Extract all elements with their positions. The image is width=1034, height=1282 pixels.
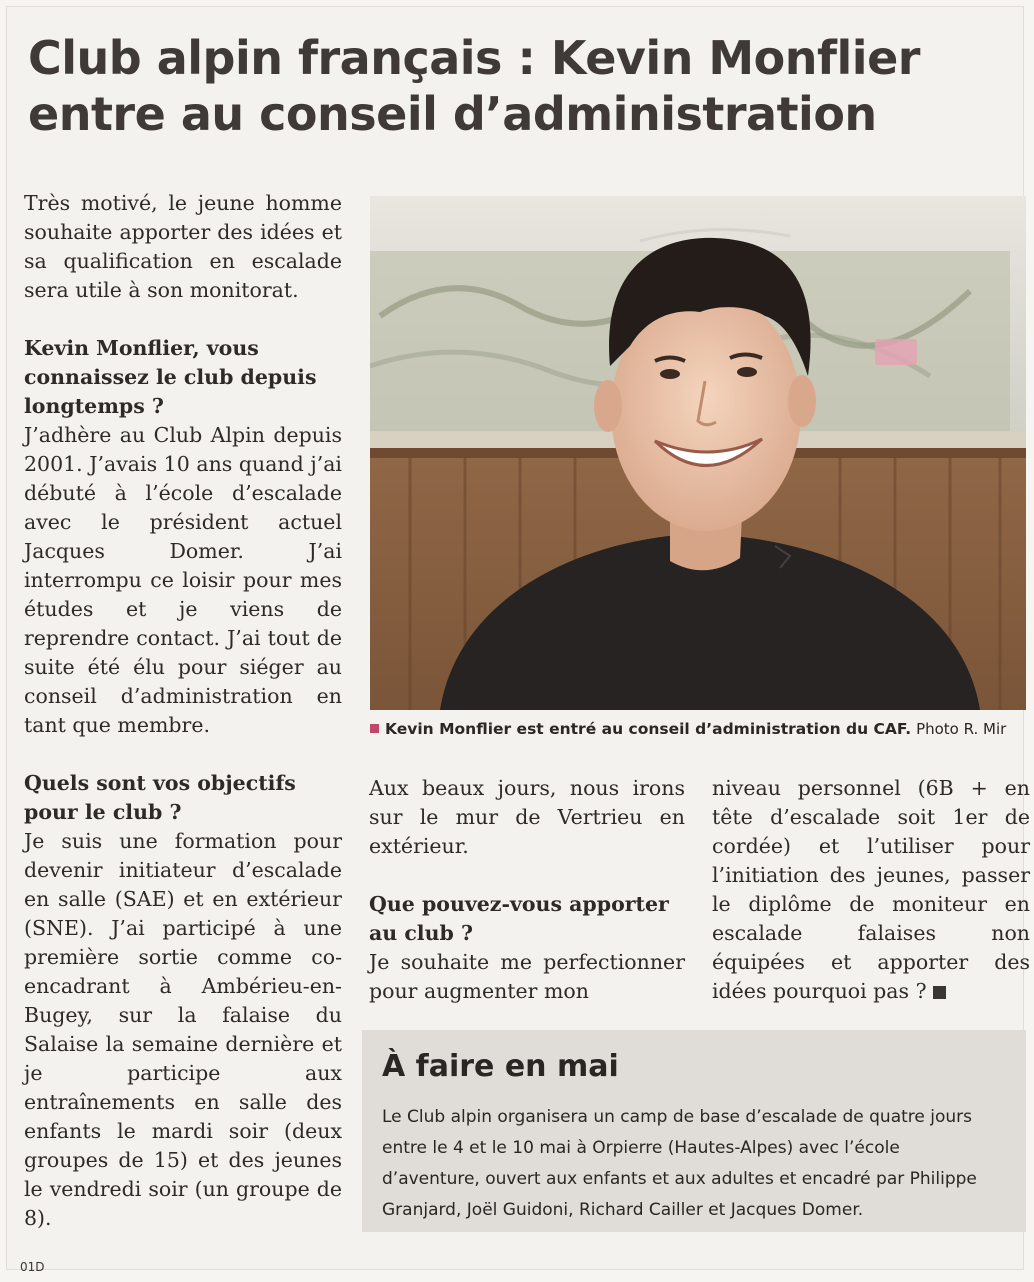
paragraph-spacer	[24, 305, 342, 334]
portrait-illustration	[370, 196, 1026, 710]
question-3: Que pouvez-vous apporter au club ?	[369, 892, 669, 945]
sidebar-body: Le Club alpin organisera un camp de base d’escalade de quatre jours entre le 4 et le 10 mai à Orpierre (Hautes-Alpes) avec l’école d’aventure, ouvert aux enfants et aux adultes et encadré par Philippe Granjard, Joël Guidoni, Richard Cailler et Jacques Domer.	[382, 1107, 977, 1220]
article-headline: Club alpin français : Kevin Monflier entre au conseil d’administration	[28, 31, 920, 141]
sidebar-title: À faire en mai	[382, 1049, 619, 1084]
article-intro: Très motivé, le jeune homme souhaite apporter des idées et sa qualification en escalade sera utile à son monitorat.	[24, 191, 342, 302]
end-of-article-icon	[933, 986, 946, 999]
caption-marker-icon	[370, 724, 379, 733]
question-2: Quels sont vos objectifs pour le club ?	[24, 771, 296, 824]
page-folio: 01D	[20, 1260, 45, 1274]
article-column-2	[369, 774, 685, 1006]
answer-3-part-2-paragraph	[712, 774, 1030, 1006]
paragraph-spacer	[369, 861, 685, 890]
article-column-3	[712, 774, 1030, 1006]
question-1: Kevin Monflier, vous connaissez le club depuis longtemps ?	[24, 336, 317, 418]
paragraph-spacer	[24, 740, 342, 769]
article-column-1	[24, 189, 342, 1233]
answer-3-part-1: Je souhaite me perfectionner pour augmenter mon	[369, 950, 685, 1003]
answer-2-part-2: Aux beaux jours, nous irons sur le mur de Vertrieu en extérieur.	[369, 776, 685, 858]
answer-1: J’adhère au Club Alpin depuis 2001. J’avais 10 ans quand j’ai débuté à l’école d’escalade avec le président actuel Jacques Domer. J’ai interrompu ce loisir pour mes études et je viens de reprendre contact. J’ai tout de suite été élu pour siéger au conseil d’administration en tant que membre.	[24, 423, 342, 737]
answer-3-part-2: niveau personnel (6B + en tête d’escalade soit 1er de cordée) et l’utiliser pour l’initiation des jeunes, passer le diplôme de moniteur en escalade falaises non équipées et apporter des idées pourquoi pas ?	[712, 776, 1030, 1003]
photo-caption	[370, 718, 1030, 740]
portrait-photo	[370, 196, 1026, 710]
photo-credit: Photo R. Mir	[916, 720, 1007, 738]
sidebar-box	[362, 1030, 1026, 1232]
answer-2-part-1: Je suis une formation pour devenir initiateur d’escalade en salle (SAE) et en extérieur (SNE). J’ai participé à une première sortie comme co-encadrant à Ambérieu-en-Bugey, sur la falaise du Salaise la semaine dernière et je participe aux entraînements en salle des enfants le mardi soir (deux groupes de 15) et des jeunes le vendredi soir (un groupe de 8).	[24, 829, 342, 1230]
caption-text: Kevin Monflier est entré au conseil d’administration du CAF.	[385, 720, 912, 738]
newspaper-page	[6, 6, 1030, 1274]
